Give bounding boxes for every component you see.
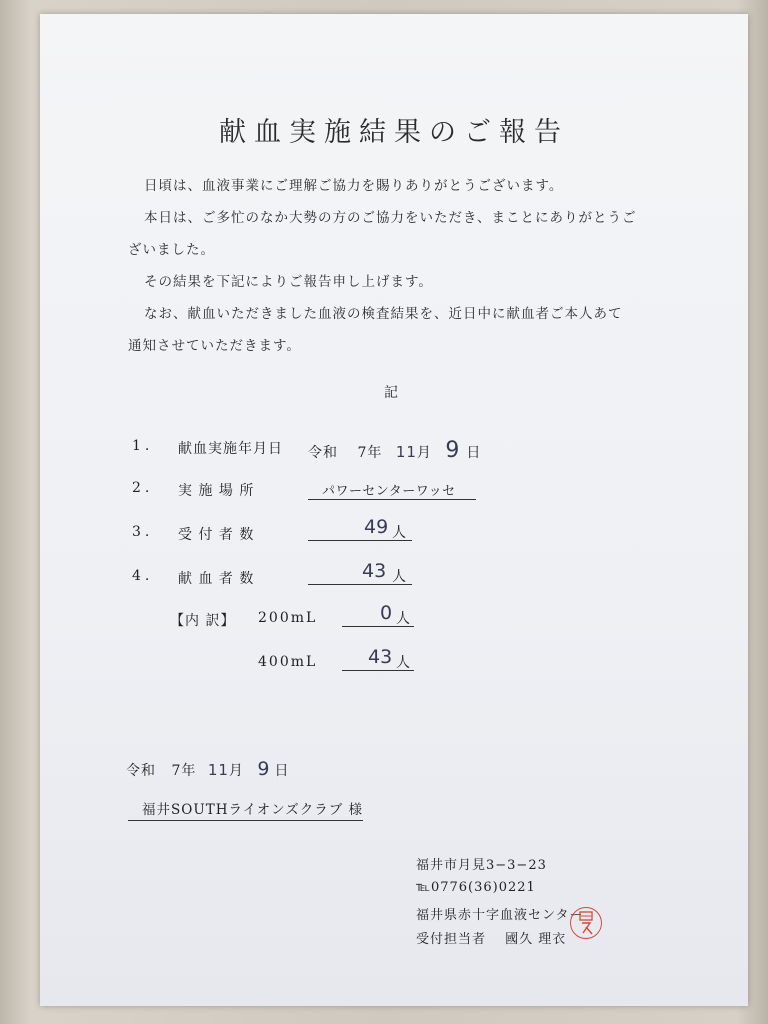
receptionists-field bbox=[308, 518, 412, 541]
item-1-year: 7 bbox=[357, 445, 368, 461]
paragraph-3: ざいました。 bbox=[128, 242, 215, 258]
report-date-day-unit: 日 bbox=[274, 763, 290, 779]
breakdown-400-field bbox=[342, 648, 414, 671]
sender-address: 福井市月見3−3−23 bbox=[416, 858, 547, 873]
item-2-number: 2. bbox=[132, 480, 154, 496]
report-date-month: 11 bbox=[207, 761, 229, 779]
breakdown-400-value: 43 bbox=[368, 646, 393, 668]
receptionists-value: 49 bbox=[364, 516, 389, 538]
breakdown-200-unit: 人 bbox=[396, 611, 410, 627]
item-4-number: 4. bbox=[132, 568, 154, 584]
sender-tel: ℡0776(36)0221 bbox=[416, 880, 536, 895]
breakdown-400-volume: 400mL bbox=[258, 654, 318, 670]
report-date-day: 9 bbox=[257, 758, 271, 780]
receptionists-unit: 人 bbox=[392, 525, 406, 541]
donors-unit: 人 bbox=[392, 569, 406, 585]
report-date-month-unit: 月 bbox=[228, 763, 244, 779]
item-2-label: 実 施 場 所 bbox=[178, 483, 255, 499]
paragraph-4: その結果を下記によりご報告申し上げます。 bbox=[144, 274, 433, 290]
item-1-year-unit: 年 bbox=[367, 445, 383, 461]
paragraph-5: なお、献血いただきました血液の検査結果を、近日中に献血者ご本人あて bbox=[144, 306, 623, 322]
item-1-day-unit: 日 bbox=[466, 445, 482, 461]
item-1-month: 11 bbox=[395, 443, 417, 461]
breakdown-label: 【内 訳】 bbox=[170, 613, 236, 629]
item-1-label: 献血実施年月日 bbox=[178, 441, 283, 457]
breakdown-200-value: 0 bbox=[380, 602, 393, 624]
item-1-month-unit: 月 bbox=[416, 445, 432, 461]
item-3-number: 3. bbox=[132, 524, 154, 540]
paragraph-1: 日頃は、血液事業にご理解ご協力を賜りありがとうございます。 bbox=[144, 178, 564, 194]
report-date bbox=[126, 758, 289, 780]
item-4-label: 献 血 者 数 bbox=[178, 571, 255, 587]
venue-value: パワーセンターワッセ bbox=[308, 480, 476, 500]
sender-person-label: 受付担当者 bbox=[416, 932, 487, 947]
breakdown-200-volume: 200mL bbox=[258, 610, 318, 626]
item-3-label: 受 付 者 数 bbox=[178, 527, 255, 543]
donors-value: 43 bbox=[362, 560, 387, 582]
sender-person-name: 國久 理衣 bbox=[505, 932, 567, 947]
seal-stamp bbox=[570, 907, 602, 939]
item-1-date bbox=[308, 438, 481, 463]
recipient: 福井SOUTHライオンズクラブ 様 bbox=[128, 798, 363, 821]
paragraph-6: 通知させていただきます。 bbox=[128, 338, 301, 354]
item-1-number: 1. bbox=[132, 438, 154, 454]
ki-heading: 記 bbox=[384, 385, 398, 401]
item-1-era: 令和 bbox=[308, 445, 338, 461]
sender-org: 福井県赤十字血液センター bbox=[416, 908, 584, 923]
breakdown-400-unit: 人 bbox=[396, 655, 410, 671]
document-paper bbox=[40, 14, 748, 1006]
report-date-year: 7 bbox=[171, 763, 182, 779]
donors-field bbox=[308, 562, 412, 585]
breakdown-200-field bbox=[342, 604, 414, 627]
report-date-year-unit: 年 bbox=[181, 763, 197, 779]
seal-stamp-glyph bbox=[571, 908, 601, 938]
sender-person bbox=[416, 928, 566, 947]
item-1-day: 9 bbox=[445, 438, 461, 463]
report-date-era: 令和 bbox=[126, 763, 156, 779]
paragraph-2: 本日は、ご多忙のなか大勢の方のご協力をいただき、まことにありがとうご bbox=[144, 210, 637, 226]
document-title: 献血実施結果のご報告 bbox=[219, 117, 569, 148]
